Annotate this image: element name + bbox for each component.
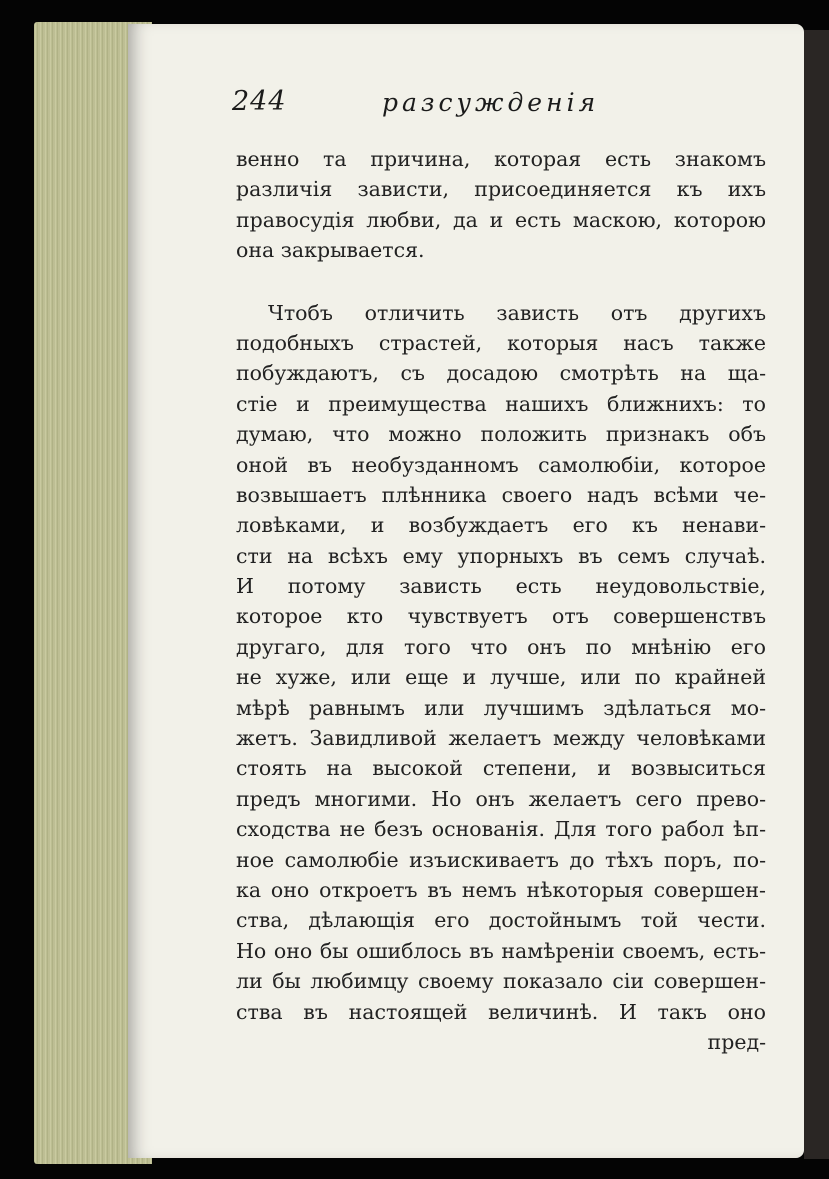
text-line: стіе и преимущества нашихъ ближнихъ: то — [236, 391, 766, 416]
text-line: ли бы любимцу своему показало сіи совершен- — [236, 969, 766, 994]
text-line: подобныхъ страстей, которыя насъ также — [236, 330, 766, 355]
body-text — [236, 144, 766, 1057]
running-title: разсужденія — [382, 88, 600, 117]
text-line: венно та причина, которая есть знакомъ — [236, 147, 766, 171]
text-line: думаю, что можно положить признакъ объ — [236, 422, 766, 447]
text-line: ства въ настоящей величинѣ. И такъ оно — [236, 999, 766, 1024]
text-line: Чтобъ отличить зависть отъ другихъ — [268, 300, 766, 325]
text-line: мѣрѣ равнымъ или лучшимъ здѣлаться мо- — [236, 695, 766, 720]
text-line: которое кто чувствуетъ отъ совершенствъ — [236, 604, 766, 629]
text-line: побуждаютъ, съ досадою смотрѣть на ща- — [236, 361, 766, 386]
text-line: Но оно бы ошиблось въ намѣреніи своемъ, есть- — [236, 938, 766, 963]
text-line: различія зависти, присоединяется къ ихъ — [236, 177, 766, 202]
text-line: возвышаетъ плѣнника своего надъ всѣми че- — [236, 482, 766, 507]
catchword: пред- — [707, 1029, 766, 1054]
text-line: жетъ. Завидливой желаетъ между человѣками — [236, 726, 766, 751]
text-line: ное самолюбіе изъискиваетъ до тѣхъ поръ, по- — [236, 847, 766, 872]
text-line: стоять на высокой степени, и возвыситься — [236, 756, 766, 781]
text-line: ства, дѣлающія его достойнымъ той чести. — [236, 908, 766, 933]
facing-page-edge — [804, 30, 829, 1159]
text-line: сти на всѣхъ ему упорныхъ въ семъ случаѣ. — [236, 543, 766, 568]
running-head — [232, 86, 627, 126]
text-line: другаго, для того что онъ по мнѣнію его — [236, 634, 766, 659]
text-line: сходства не безъ основанія. Для того рабол ѣп- — [236, 817, 766, 842]
text-line: не хуже, или еще и лучше, или по крайней — [236, 665, 766, 690]
text-line: предъ многими. Но онъ желаетъ сего прево- — [236, 786, 766, 811]
text-line: ка оно откроетъ въ немъ нѣкоторыя совершен- — [236, 877, 766, 902]
page-number: 244 — [232, 86, 287, 117]
text-line: ловѣками, и возбуждаетъ его къ ненави- — [236, 513, 766, 538]
text-line: оной въ необузданномъ самолюбіи, которое — [236, 452, 766, 477]
text-line: И потому зависть есть неудовольствіе, — [236, 574, 766, 599]
paragraph-gap — [236, 266, 766, 298]
text-line: правосудія любви, да и есть маскою, которою — [236, 207, 766, 232]
text-line: она закрывается. — [236, 238, 425, 263]
